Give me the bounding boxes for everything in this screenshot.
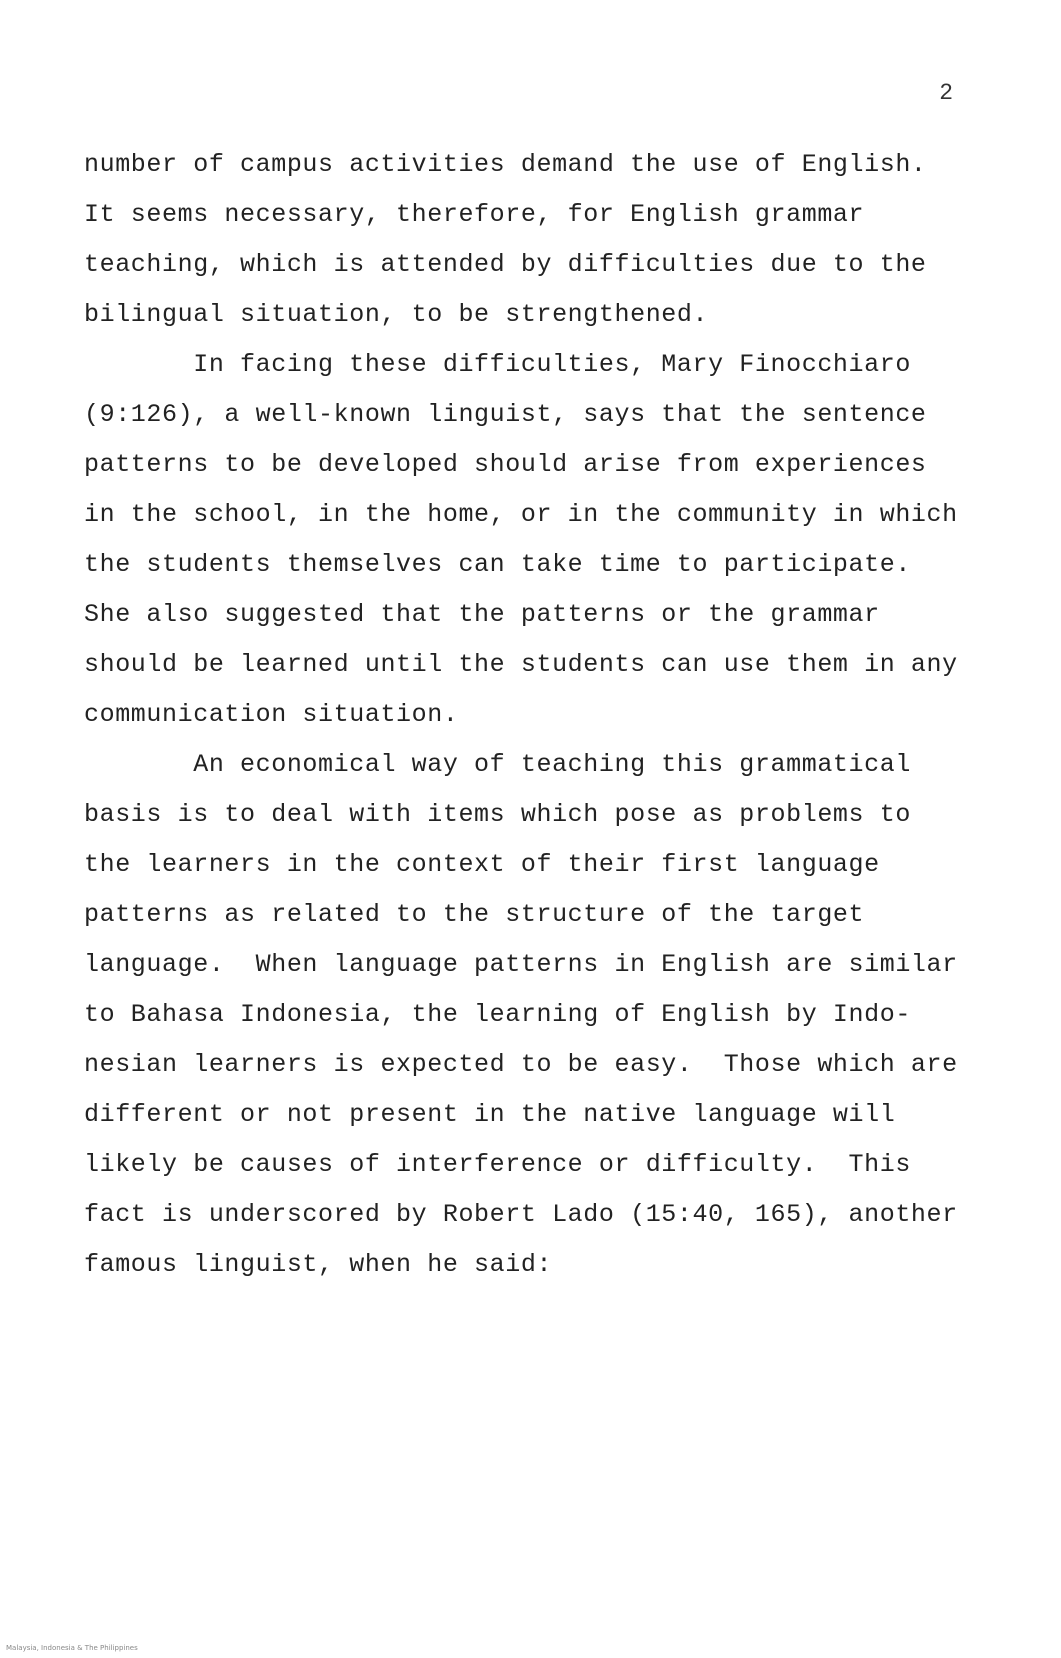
scan-footer: Malaysia, Indonesia & The Philippines	[6, 1644, 138, 1652]
text-line: the students themselves can take time to participate.	[84, 550, 911, 579]
text-line: In facing these difficulties, Mary Finocchiaro	[84, 350, 911, 379]
text-line: communication situation.	[84, 700, 459, 729]
text-line: patterns to be developed should arise from experiences	[84, 450, 927, 479]
text-line: patterns as related to the structure of the target	[84, 900, 865, 929]
text-line: should be learned until the students can use them in any	[84, 650, 958, 679]
text-line: the learners in the context of their first language	[84, 850, 880, 879]
text-line: It seems necessary, therefore, for English grammar	[84, 200, 865, 229]
text-line: number of campus activities demand the use of English.	[84, 150, 927, 179]
text-line: to Bahasa Indonesia, the learning of English by Indo-	[84, 1000, 911, 1029]
text-line: bilingual situation, to be strengthened.	[84, 300, 709, 329]
text-line: basis is to deal with items which pose as problems to	[84, 800, 911, 829]
text-line: famous linguist, when he said:	[84, 1250, 553, 1279]
text-line: likely be causes of interference or difficulty. This	[84, 1150, 911, 1179]
text-line: She also suggested that the patterns or the grammar	[84, 600, 880, 629]
paragraph-1	[84, 140, 964, 340]
paragraph-3	[84, 740, 964, 1290]
text-line: fact is underscored by Robert Lado (15:40, 165), another	[84, 1200, 958, 1229]
text-line: An economical way of teaching this grammatical	[84, 750, 911, 779]
text-line: nesian learners is expected to be easy. Those which are	[84, 1050, 958, 1079]
text-line: different or not present in the native language will	[84, 1100, 896, 1129]
text-line: teaching, which is attended by difficulties due to the	[84, 250, 927, 279]
text-line: in the school, in the home, or in the community in which	[84, 500, 958, 529]
paragraph-2	[84, 340, 964, 740]
page-number: 2	[939, 80, 953, 106]
text-line: language. When language patterns in English are similar	[84, 950, 958, 979]
text-line: (9:126), a well-known linguist, says that the sentence	[84, 400, 927, 429]
body-text	[84, 140, 964, 1290]
